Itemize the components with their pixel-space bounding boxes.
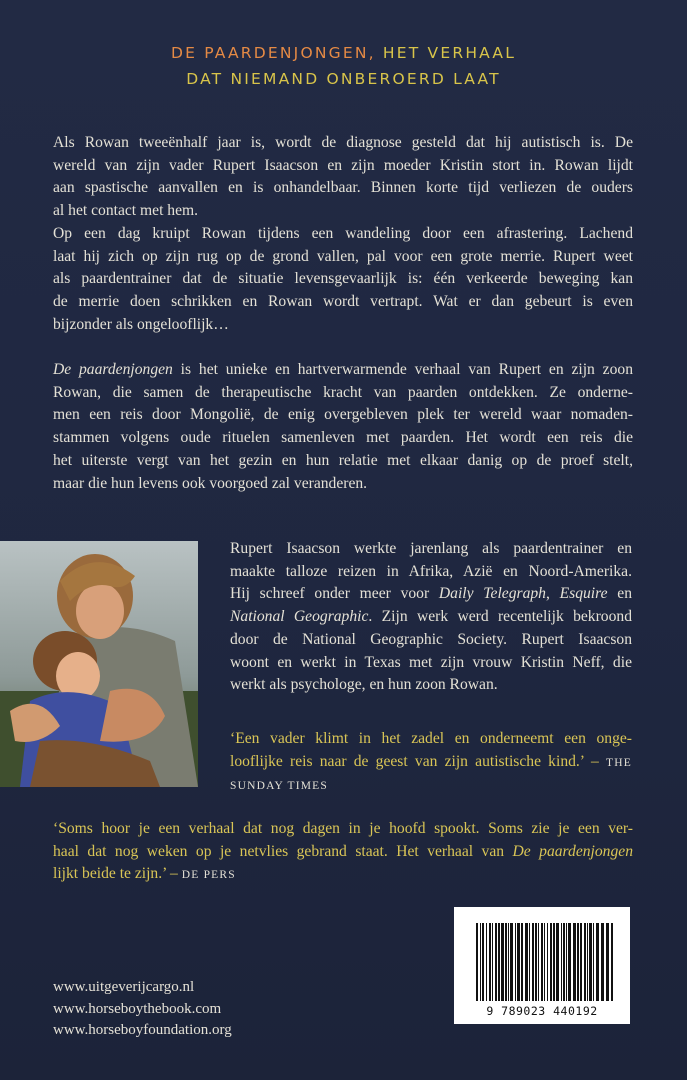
text-line: Op een dag kruipt Rowan tijdens een wandeling door een afrastering. Lachend [53,224,633,242]
text-line: aan spastische aanvallen en is onhandelbaar. Binnen korte tijd verliezen de ouders [53,179,633,197]
text-run: , [545,585,560,603]
barcode-bar [501,923,504,1001]
barcode-bar [611,923,613,1001]
text-line: als paardentrainer dat de situatie levensgevaarlijk is: één verkeerde beweging kan [53,270,633,288]
barcode-bar [544,923,545,1001]
text-line [53,841,633,864]
text-line: het uiterste vergt van het gezin en hun relatie met elkaar danig op de proef stelt, [53,451,633,469]
quote-source: THE [606,756,632,769]
text-line: door de National Geographic Society. Rupert Isaacson [230,630,632,648]
text-line: Rupert Isaacson werkte jarenlang als paardentrainer en [230,540,632,557]
barcode-bar [505,923,507,1001]
barcode-bar [580,923,582,1001]
text-line: bijzonder als ongelooflijk… [53,315,229,333]
book-title-italic: De paardenjongen [53,361,173,378]
publication-italic: Esquire [559,585,608,603]
barcode-bar [525,923,528,1001]
barcode-bar [587,923,588,1001]
barcode-bar [517,923,520,1001]
barcode-bar [606,923,609,1001]
text-line: al het contact met hem. [53,202,199,220]
barcode-bar [529,923,530,1001]
synopsis-paragraph-2 [53,359,633,495]
text-run: . Zijn werk werd recentelijk bekroond [368,608,632,626]
barcode-bar [577,923,579,1001]
text-line [53,359,633,382]
text-line: maakte talloze reizen in Afrika, Azië en Noord-Amerika. [230,562,632,580]
text-line [230,606,632,629]
book-title-italic: De paardenjongen [512,842,633,860]
text-line: men een reis door Mongolië, de enig overgebleven plek ter wereld waar nomaden- [53,406,633,424]
barcode-bar [589,923,592,1001]
barcode-bar [563,923,565,1001]
website-link[interactable]: www.horseboythebook.com [53,1000,222,1017]
text-line: Als Rowan tweeënhalf jaar is, wordt de diagnose gesteld dat hij autistisch is. De [53,134,633,151]
headline-title: DE PAARDENJONGEN, [170,44,376,62]
text-run: en [607,585,633,603]
text-line: ‘Een vader klimt in het zadel en onderneemt een onge- [230,730,632,747]
barcode-bar [495,923,497,1001]
quote-source: SUNDAY TIMES [230,780,329,793]
barcode-bar [492,923,493,1001]
website-link[interactable]: www.uitgeverijcargo.nl [53,979,195,995]
text-run: looflijke reis naar de geest van zijn autistische kind.’ – [230,752,607,770]
text-line: woont en werkt in Texas met zijn vrouw Kristin Neff, die [230,653,632,671]
barcode-bar [498,923,500,1001]
barcode-bar [566,923,567,1001]
barcode-bar [593,923,594,1001]
barcode-bar [584,923,586,1001]
barcode-bar [550,923,552,1001]
barcode-bar [532,923,534,1001]
headline-line1-rest: HET VERHAAL [375,44,517,62]
barcode-bar [541,923,543,1001]
text-run: Hij schreef onder meer voor [230,585,439,603]
text-run: haal dat nog weken op je netvlies gebrand staat. Het verhaal van [53,842,513,860]
headline [0,40,687,92]
headline-line-1 [0,40,687,66]
text-line: ‘Soms hoor je een verhaal dat nog dagen in je hoofd spookt. Soms zie je een ver- [53,820,633,837]
barcode-bar [547,923,548,1001]
barcode-bar [601,923,604,1001]
text-line [230,774,632,798]
barcode-bar [553,923,555,1001]
publication-italic: National Geographic [230,608,369,626]
barcode-bar [480,923,481,1001]
barcode-bar [482,923,484,1001]
barcode-bar [510,923,513,1001]
isbn-number: 9 789023 440192 [486,1004,598,1018]
quote-source: DE PERS [181,869,236,882]
barcode-bar [556,923,559,1001]
text-line [230,583,632,606]
publication-italic: Daily Telegraph [438,585,546,603]
barcode-bar [535,923,537,1001]
barcode-bar [476,923,478,1001]
author-photo-illustration [0,541,198,787]
barcode-bar [521,923,523,1001]
text-line [53,863,633,887]
text-line: werkt als psychologe, en hun zoon Rowan. [230,676,498,694]
barcode-bar [486,923,487,1001]
text-line: laat hij zich op zijn rug op de grond vallen, pal voor een grote merrie. Rupert weet [53,247,633,265]
text-line: stammen volgens oude rituelen samenleven met paarden. Het wordt een reis die [53,429,633,447]
author-photo [0,541,198,787]
isbn-barcode [454,907,630,1024]
text-line: maar die hun levens ook voorgoed zal veranderen. [53,474,368,492]
author-bio [230,538,632,697]
website-link[interactable]: www.horseboyfoundation.org [53,1022,232,1038]
text-line [230,751,632,775]
barcode-bar [568,923,571,1001]
text-line: Rowan, die samen de therapeutische kracht van paarden ontdekken. Ze onderne- [53,383,633,401]
text-line: de merrie doen schrikken en Rowan wordt vertrapt. Wat er dan gebeurt is even [53,292,633,310]
barcode-bar [489,923,491,1001]
text-run: is het unieke en hartverwarmende verhaal van Rupert en zijn zoon [172,361,633,378]
headline-line-2: DAT NIEMAND ONBEROERD LAAT [186,70,501,88]
text-line: wereld van zijn vader Rupert Isaacson en zijn moeder Kristin stort in. Rowan lijdt [53,156,633,174]
review-quote-de-pers [53,818,633,887]
barcode-bar [561,923,562,1001]
barcode-bar [596,923,599,1001]
barcode-bar [508,923,509,1001]
website-list [53,977,232,1042]
barcode-bar [573,923,576,1001]
text-run: lijkt beide te zijn.’ – [53,865,182,883]
barcode-bar [515,923,516,1001]
barcode-bar [538,923,539,1001]
synopsis-paragraph-1 [53,132,633,336]
review-quote-sunday-times [230,728,632,798]
